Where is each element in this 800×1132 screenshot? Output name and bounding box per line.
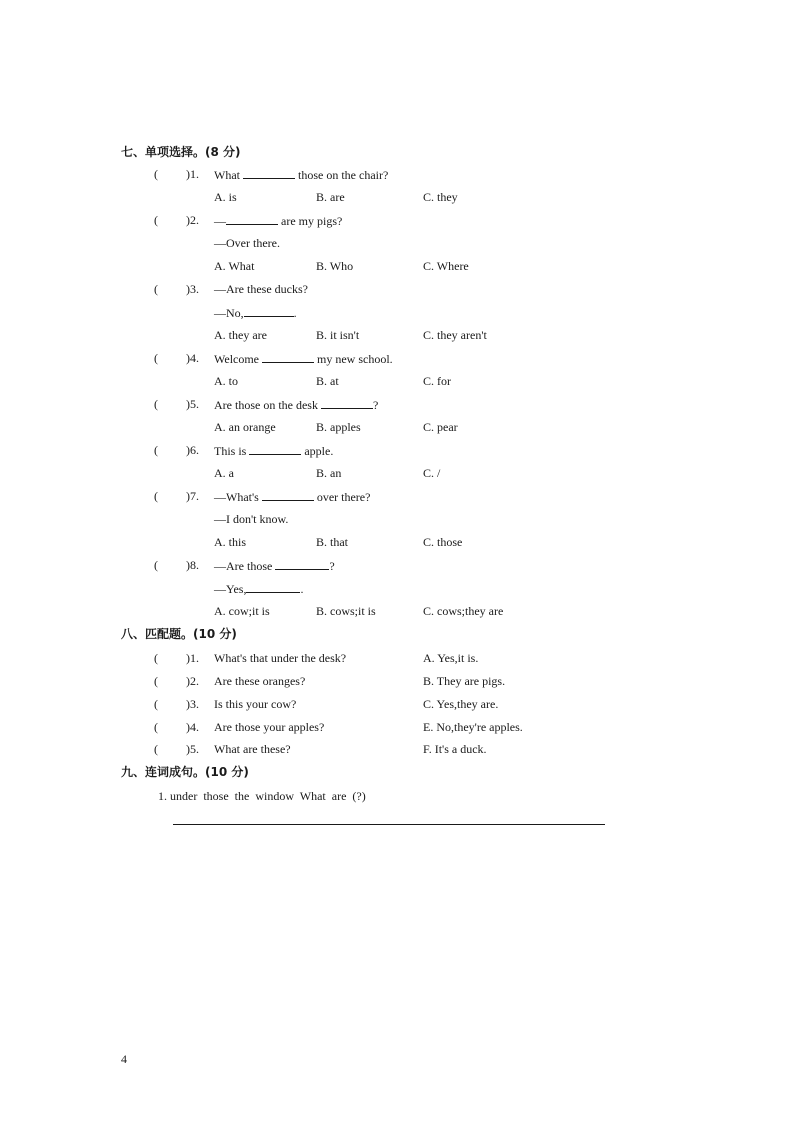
question-number: )2. [186,213,199,227]
answer-blank [321,397,373,409]
answer-blank [249,443,301,455]
mc-reply-2: —Over there. [214,236,280,250]
option-c: C. they [423,190,458,204]
answer-blank [244,305,294,317]
question-number: )7. [186,489,199,503]
section-7-title: 七、单项选择。(8 分) [121,145,241,159]
match-answer: C. Yes,they are. [423,697,499,711]
sentence-item-1: 1. under those the window What are (?) [158,789,366,803]
match-question: What's that under the desk? [214,651,347,665]
match-question: Are those your apples? [214,720,325,734]
question-number: )1. [186,167,199,181]
match-question: What are these? [214,742,291,756]
answer-blank [243,167,295,179]
mc-reply-3: —No, . [214,306,297,320]
answer-line[interactable] [173,824,605,825]
option-a: A. is [214,190,237,204]
answer-blank [262,489,314,501]
match-answer: A. Yes,it is. [423,651,479,665]
question-number: )3. [186,282,199,296]
answer-blank [275,558,329,570]
match-question: Is this your cow? [214,697,297,711]
match-answer: F. It's a duck. [423,742,487,756]
question-number: )6. [186,443,199,457]
answer-blank [246,581,300,593]
match-answer: B. They are pigs. [423,674,506,688]
mc-reply-7: —I don't know. [214,512,289,526]
question-number: )8. [186,558,199,572]
answer-blank [226,213,278,225]
question-number: )4. [186,351,199,365]
match-question: Are these oranges? [214,674,306,688]
section-9-title: 九、连词成句。(10 分) [121,765,249,779]
section-8-title: 八、匹配题。(10 分) [121,627,237,641]
answer-blank [262,351,314,363]
worksheet-page: 七、单项选择。(8 分) ( )1. What those on the chair? A. is B. are C. they ( )2. — are my pigs? —Over there. A. What B. Who C. Where ( )3. —Are these ducks? —No, . A. they are B. it isn't C. they aren't ( )4. Welcome my new school. A. to B. at C. for ( )5. Are those on the desk ? A. an orange B. apples C. pear ( )6. This is apple. A. a B. an C. / ( )7. —What's over there? —I don't know. A. this B. that C. those ( )8. —Are those ? —Yes, . A. cow;it is B. cows;it is C. cows;they are 八、匹配题。(10 分) ( )1. What's that under the desk? A. Yes,it is. ( )2. Are these oranges? B. They are pigs. ( )3. Is this your cow? C. Yes,they are. ( )4. Are those your apples? E. No,they're apples. ( )5. What are these? F. It's a duck. 九、连词成句。(10 分) 1. under those the window What are (?) 4 [0,0,800,1132]
mc-reply-8: —Yes, . [214,582,304,596]
question-number: )5. [186,397,199,411]
match-answer: E. No,they're apples. [423,720,523,734]
page-number: 4 [121,1052,127,1066]
option-b: B. are [316,190,345,204]
